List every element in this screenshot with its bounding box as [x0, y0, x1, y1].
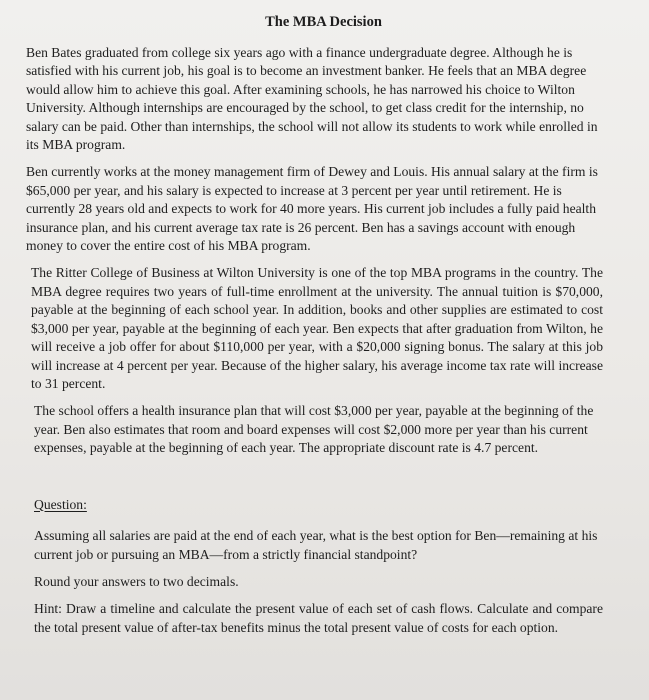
question-section	[26, 496, 603, 638]
paragraph-current-job: Ben currently works at the money management firm of Dewey and Louis. His annual salary at the firm is $65,000 per year, and his salary is expected to increase at 3 percent per year until retirement. He is currently 28 years old and expects to work for 40 more years. His current job includes a fully paid health insurance plan, and his current average tax rate is 26 percent. Ben has a savings account with enough money to cover the entire cost of his MBA program.	[26, 164, 598, 254]
paragraph-expenses: The school offers a health insurance plan that will cost $3,000 per year, payable at the beginning of the year. Ben also estimates that room and board expenses will cost $2,000 more per year than his current expenses, payable at the beginning of each year. The appropriate discount rate is 4.7 percent.	[34, 403, 594, 456]
document-title: The MBA Decision	[265, 14, 382, 30]
hint-text: Hint: Draw a timeline and calculate the present value of each set of cash flows. Calculate and compare the total present value of after-tax benefits minus the total present value of costs for each option.	[34, 601, 603, 635]
question-text: Assuming all salaries are paid at the end of each year, what is the best option for Ben—remaining at his current job or pursuing an MBA—from a strictly financial standpoint?	[34, 528, 598, 562]
paragraph-background: Ben Bates graduated from college six years ago with a finance undergraduate degree. Although he is satisfied with his current job, his goal is to become an investment banker. He feels that an MBA degree would allow him to achieve this goal. After examining schools, he has narrowed his choice to Wilton University. Although internships are encouraged by the school, to get class credit for the internship, no salary can be paid. Other than internships, the school will not allow its students to work while enrolled in its MBA program.	[26, 45, 598, 153]
question-heading: Question:	[34, 496, 87, 512]
rounding-instruction: Round your answers to two decimals.	[34, 573, 239, 589]
paragraph-mba-program: The Ritter College of Business at Wilton University is one of the top MBA programs in the country. The MBA degree requires two years of full-time enrollment at the university. The annual tuition is $70,000, payable at the beginning of each school year. In addition, books and other supplies are estimated to cost $3,000 per year, payable at the beginning of each year. Ben expects that after graduation from Wilton, he will receive a job offer for about $110,000 per year, with a $20,000 signing bonus. The salary at this job will increase at 4 percent per year. Because of the higher salary, his average income tax rate will increase to 31 percent.	[31, 265, 603, 391]
